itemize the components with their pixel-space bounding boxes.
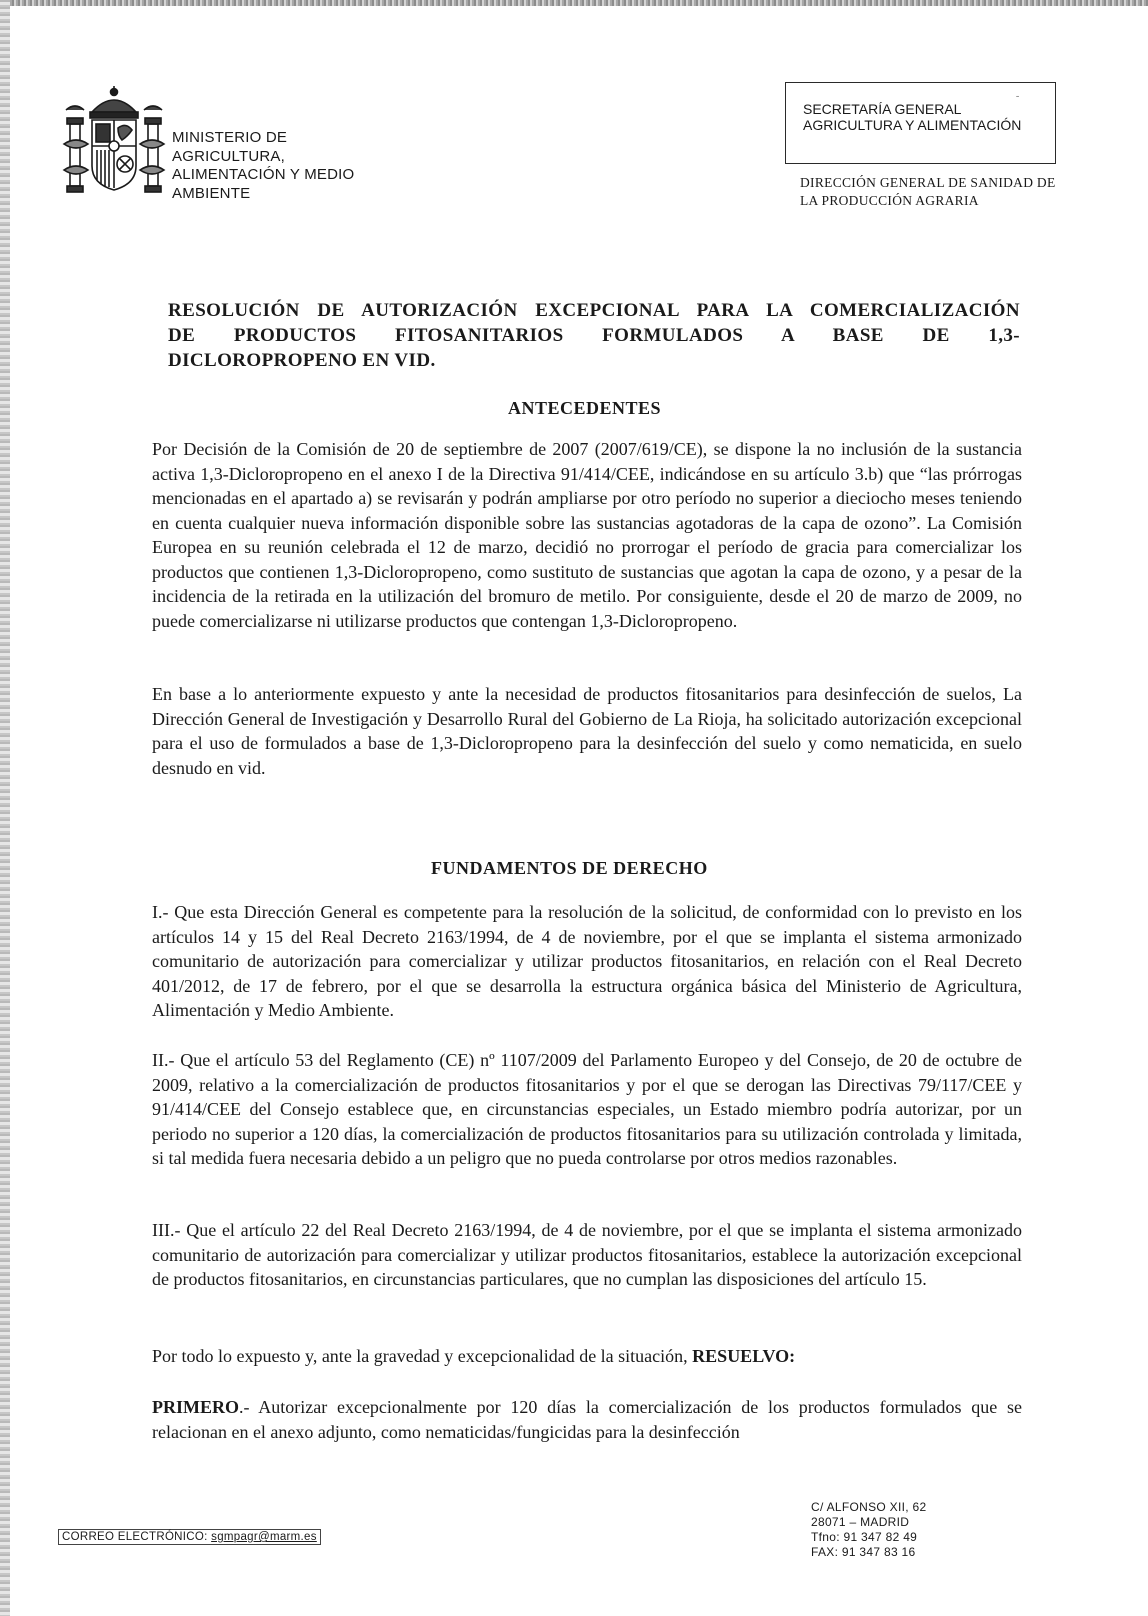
secretaria-line: SECRETARÍA GENERAL bbox=[803, 101, 962, 117]
address-line: FAX: 91 347 83 16 bbox=[811, 1545, 916, 1559]
direccion-line: DIRECCIÓN GENERAL DE SANIDAD DE bbox=[800, 175, 1056, 190]
primero-text: .- Autorizar excepcionalmente por 120 días la comercialización de los productos formulados que se relacionan en el anexo adjunto, como nematicidas/fungicidas para la desinfección bbox=[152, 1397, 1022, 1442]
email-address[interactable]: sgmpagr@marm.es bbox=[211, 1531, 317, 1543]
address-line: 28071 – MADRID bbox=[811, 1515, 910, 1529]
title-line: RESOLUCIÓN DE AUTORIZACIÓN EXCEPCIONAL PARA LA COMERCIALIZACIÓN bbox=[168, 300, 1020, 321]
ministry-line: AGRICULTURA, bbox=[172, 147, 285, 165]
scan-edge-top bbox=[0, 0, 1148, 6]
secretaria-line: AGRICULTURA Y ALIMENTACIÓN bbox=[803, 117, 1022, 133]
antecedentes-paragraph-1: Por Decisión de la Comisión de 20 de septiembre de 2007 (2007/619/CE), se dispone la no inclusión de la sustancia activa 1,3-Dicloropropeno en el anexo I de la Directiva 91/414/CEE, indicándose en su artículo 3.b) que “las prórrogas mencionadas en el apartado a) se revisarán y podrán ampliarse por otro período no superior a dieciocho meses teniendo en cuenta cualquier nueva información disponible sobre las sustancias agotadoras de la capa de ozono”. La Comisión Europea en su reunión celebrada el 12 de marzo, decidió no prorrogar el período de gracia para comercializar los productos que contienen 1,3-Dicloropropeno, como sustituto de sustancias que agotan la capa de ozono, y a pesar de la incidencia de la retirada en la utilización del bromuro de metilo. Por consiguiente, desde el 20 de marzo de 2009, no puede comercializarse ni utilizarse productos que contengan 1,3-Dicloropropeno. bbox=[152, 439, 1022, 631]
fundamento-3: III.- Que el artículo 22 del Real Decreto 2163/1994, de 4 de noviembre, por el que se implanta el sistema armonizado comunitario de autorización para comercializar y utilizar productos fitosanitarios, establece la autorización excepcional de productos fitosanitarios, en circunstancias particulares, que no cumplan las disposiciones del artículo 15. bbox=[152, 1220, 1022, 1289]
address-line: C/ ALFONSO XII, 62 bbox=[811, 1500, 927, 1514]
fundamentos-heading: FUNDAMENTOS DE DERECHO bbox=[431, 858, 708, 878]
email-label: CORREO ELECTRÓNICO: bbox=[62, 1531, 208, 1543]
ministry-line: MINISTERIO DE bbox=[172, 129, 288, 146]
scan-edge-left bbox=[0, 0, 10, 1616]
ministry-name bbox=[172, 129, 432, 203]
direccion-general bbox=[800, 174, 1100, 210]
ministry-line: ALIMENTACIÓN Y MEDIO bbox=[172, 166, 355, 183]
secretaria-box bbox=[785, 82, 1056, 164]
direccion-line: LA PRODUCCIÓN AGRARIA bbox=[800, 193, 979, 208]
footer-address bbox=[811, 1500, 926, 1560]
primero-label: PRIMERO bbox=[152, 1397, 239, 1417]
ministry-line: AMBIENTE bbox=[172, 184, 251, 202]
title-line: DICLOROPROPENO EN VID. bbox=[168, 350, 436, 371]
footer-email bbox=[58, 1529, 321, 1545]
resuelvo-label: RESUELVO: bbox=[692, 1346, 796, 1366]
resolution-title bbox=[168, 298, 1020, 373]
antecedentes-paragraph-2: En base a lo anteriormente expuesto y ante la necesidad de productos fitosanitarios para desinfección de suelos, La Dirección General de Investigación y Desarrollo Rural del Gobierno de La Rioja, ha solicitado autorización excepcional para el uso de formulados a base de 1,3-Dicloropropeno para la desinfección del suelo y como nematicida, en suelo desnudo en vid. bbox=[152, 684, 1022, 778]
fundamento-1: I.- Que esta Dirección General es competente para la resolución de la solicitud, de conformidad con lo previsto en los artículos 14 y 15 del Real Decreto 2163/1994, de 4 de noviembre, por el que se implanta el sistema armonizado comunitario de autorización para comercializar y utilizar productos fitosanitarios, en relación con el Real Decreto 401/2012, de 17 de febrero, por el que se desarrolla la estructura orgánica básica del Ministerio de Agricultura, Alimentación y Medio Ambiente. bbox=[152, 902, 1022, 1020]
title-line: DE PRODUCTOS FITOSANITARIOS FORMULADOS A BASE DE 1,3- bbox=[168, 325, 1020, 346]
scan-mark-icon: ˉ bbox=[1016, 95, 1020, 106]
resolution-text: Por todo lo expuesto y, ante la gravedad y excepcionalidad de la situación, bbox=[152, 1346, 688, 1366]
address-line: Tfno: 91 347 82 49 bbox=[811, 1530, 918, 1544]
coat-of-arms-icon bbox=[62, 84, 166, 202]
antecedentes-heading: ANTECEDENTES bbox=[508, 398, 662, 418]
primero-paragraph bbox=[152, 1395, 1022, 1444]
resolution-statement bbox=[152, 1344, 1022, 1369]
fundamento-2: II.- Que el artículo 53 del Reglamento (CE) nº 1107/2009 del Parlamento Europeo y del Consejo, de 20 de octubre de 2009, relativo a la comercialización de productos fitosanitarios y por el que se derogan las Directivas 79/117/CEE y 91/414/CEE del Consejo establece que, en circunstancias especiales, un Estado miembro podría autorizar, por un periodo no superior a 120 días, la comercialización de productos fitosanitarios para su utilización controlada y limitada, si tal medida fuera necesaria debido a un peligro que no pueda controlarse por otros medios razonables. bbox=[152, 1050, 1022, 1168]
